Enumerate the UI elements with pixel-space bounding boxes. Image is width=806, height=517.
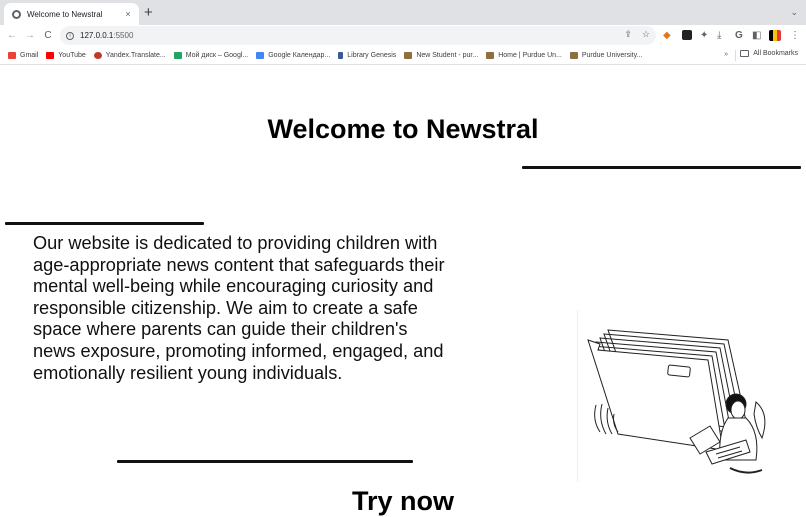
bookmarks-bar xyxy=(0,46,806,65)
extensions-puzzle-icon[interactable]: ✦ xyxy=(700,29,709,41)
new-tab-button[interactable]: + xyxy=(144,4,153,21)
bookmark-youtube[interactable]: YouTube xyxy=(46,52,86,59)
all-bookmarks-button[interactable]: All Bookmarks xyxy=(740,50,798,57)
tab-strip xyxy=(0,0,806,25)
metamask-extension-icon[interactable]: ◆ xyxy=(663,29,671,41)
child-reading-newspaper-illustration xyxy=(577,310,777,482)
dark-extension-icon[interactable] xyxy=(682,30,692,40)
purdue-icon xyxy=(486,52,494,59)
bookmark-yandex-translate[interactable]: Yandex.Translate... xyxy=(94,52,166,59)
globe-icon xyxy=(12,10,21,19)
profile-flag-icon[interactable] xyxy=(769,30,781,41)
page-title: Welcome to Newstral xyxy=(267,114,539,144)
folder-icon xyxy=(740,50,749,57)
more-bookmarks-button[interactable]: » xyxy=(724,51,728,58)
site-info-icon[interactable]: i xyxy=(66,32,74,40)
purdue-icon xyxy=(404,52,412,59)
decorative-divider xyxy=(5,222,204,225)
bookmarks-divider xyxy=(735,50,736,61)
g-extension-icon[interactable]: G xyxy=(735,29,743,41)
youtube-icon xyxy=(46,52,54,59)
google-calendar-icon xyxy=(256,52,264,59)
url-host: 127.0.0.1 xyxy=(80,31,114,40)
browser-tab[interactable] xyxy=(4,3,139,25)
download-icon[interactable]: ⤓ xyxy=(717,29,722,41)
try-now-heading: Try now xyxy=(351,486,454,516)
decorative-divider xyxy=(522,166,801,169)
back-button[interactable]: ← xyxy=(7,30,17,41)
star-icon[interactable]: ☆ xyxy=(641,29,650,39)
library-icon xyxy=(338,52,343,59)
bookmark-library-genesis[interactable]: Library Genesis xyxy=(338,52,396,59)
bookmark-google-calendar[interactable]: Google Календар... xyxy=(256,52,330,59)
bookmark-new-student-purdue[interactable]: New Student - pur... xyxy=(404,52,478,59)
reload-button[interactable]: C xyxy=(44,30,52,41)
page-content xyxy=(0,66,806,516)
url-port: :5500 xyxy=(113,31,134,40)
purdue-icon xyxy=(570,52,578,59)
about-paragraph: Our website is dedicated to providing children with age-appropriate news content that safeguards their mental well-being while encouraging curiosity and responsible citizenship. We aim to create a safe space where parents can guide their children's news exposure, promoting informed, engaged, and emotionally resilient young individuals. xyxy=(33,233,445,383)
decorative-divider xyxy=(117,460,413,463)
google-drive-icon xyxy=(174,52,182,59)
address-bar[interactable] xyxy=(60,26,656,45)
chevron-down-icon[interactable]: ⌄ xyxy=(790,7,798,17)
side-panel-icon[interactable]: ◧ xyxy=(752,29,762,41)
bookmark-purdue-university[interactable]: Purdue University... xyxy=(570,52,643,59)
yandex-icon xyxy=(94,52,102,59)
bookmark-google-drive[interactable]: Мой диск – Googl... xyxy=(174,52,249,59)
menu-icon[interactable]: ⋮ xyxy=(790,29,800,41)
bookmark-gmail[interactable]: Gmail xyxy=(8,52,38,59)
bookmark-home-purdue[interactable]: Home | Purdue Un... xyxy=(486,52,562,59)
share-icon[interactable]: ⇪ xyxy=(624,29,632,39)
gmail-icon xyxy=(8,52,16,59)
close-tab-icon[interactable]: × xyxy=(125,9,131,19)
tab-title: Welcome to Newstral xyxy=(27,9,103,19)
forward-button[interactable]: → xyxy=(25,30,35,41)
